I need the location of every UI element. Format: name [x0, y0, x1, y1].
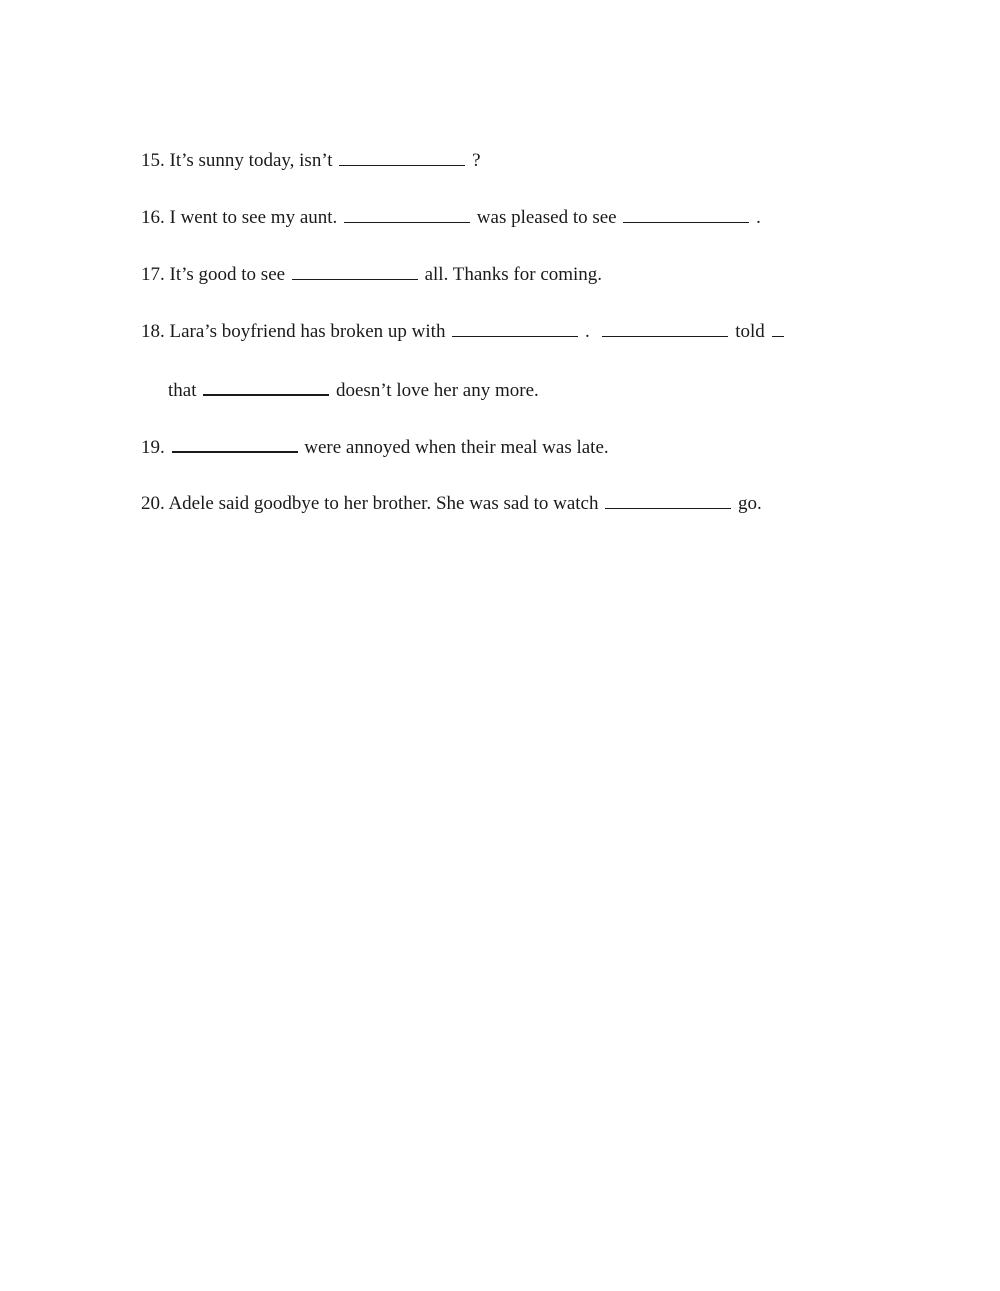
answer-blank[interactable] — [623, 204, 749, 223]
question-text: that — [168, 380, 197, 401]
question-text: . — [756, 207, 761, 228]
question-text: were annoyed when their meal was late. — [304, 437, 609, 458]
question-text: 19. — [141, 437, 165, 458]
answer-blank[interactable] — [605, 490, 731, 509]
question-15 — [141, 147, 481, 173]
answer-blank[interactable] — [292, 261, 418, 280]
question-text: doesn’t love her any more. — [336, 380, 539, 401]
question-text: 18. Lara’s boyfriend has broken up with — [141, 321, 446, 342]
question-18-line-2 — [168, 376, 539, 403]
answer-blank[interactable] — [203, 376, 329, 396]
question-text: 15. It’s sunny today, isn’t — [141, 150, 333, 171]
question-text: go. — [737, 493, 762, 514]
question-17 — [141, 261, 602, 287]
question-text: was pleased to see — [476, 207, 617, 228]
answer-blank[interactable] — [344, 204, 470, 223]
answer-blank[interactable] — [602, 318, 728, 337]
question-text: all. Thanks for coming. — [424, 264, 603, 285]
question-20 — [141, 490, 762, 516]
question-19 — [141, 433, 609, 460]
question-text: ? — [472, 150, 481, 171]
question-18-line-1 — [141, 318, 786, 344]
answer-blank[interactable] — [339, 147, 465, 166]
answer-blank[interactable] — [452, 318, 578, 337]
question-text: told — [735, 321, 765, 342]
answer-blank[interactable] — [172, 433, 298, 453]
answer-blank[interactable] — [772, 318, 784, 337]
question-text: 17. It’s good to see — [141, 264, 286, 285]
question-text: . — [584, 321, 590, 342]
question-16 — [141, 204, 761, 230]
question-text: 16. I went to see my aunt. — [141, 207, 338, 228]
question-text: 20. Adele said goodbye to her brother. She was sad to watch — [141, 493, 599, 514]
